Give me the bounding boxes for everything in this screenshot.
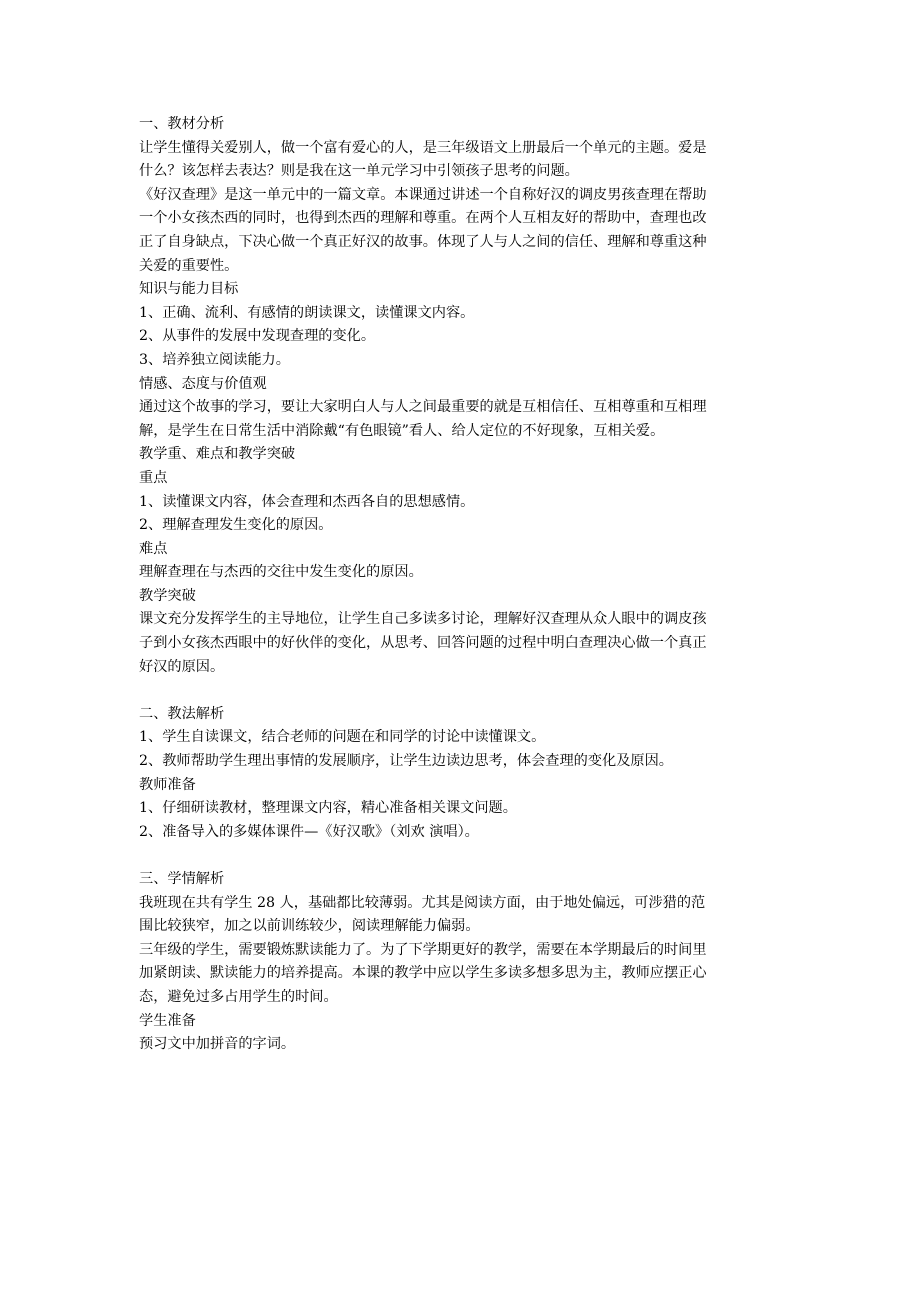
- paragraph-line: 我班现在共有学生 28 人，基础都比较薄弱。尤其是阅读方面，由于地处偏远，可涉猎的范: [139, 894, 706, 911]
- list-item: 1、正确、流利、有感情的朗读课文，读懂课文内容。: [139, 304, 475, 321]
- paragraph-line: 正了自身缺点，下决心做一个真正好汉的故事。体现了人与人之间的信任、理解和尊重这种: [139, 233, 707, 250]
- document-page: [139, 113, 784, 1057]
- paragraph-line: 围比较狭窄，加之以前训练较少，阅读理解能力偏弱。: [139, 918, 480, 935]
- section-textbook-analysis: [139, 113, 784, 679]
- paragraph-line: 通过这个故事的学习，要让大家明白人与人之间最重要的就是互相信任、互相尊重和互相理: [139, 399, 707, 416]
- paragraph: [139, 939, 784, 1010]
- subheading: 教学突破: [139, 587, 196, 604]
- list-item: 2、教师帮助学生理出事情的发展顺序，让学生边读边思考，体会查理的变化及原因。: [139, 753, 673, 770]
- subheading: 情感、态度与价值观: [139, 375, 267, 392]
- section-heading: 一、教材分析: [139, 116, 225, 132]
- paragraph: [139, 137, 784, 184]
- paragraph-line: 好汉的原因。: [139, 658, 225, 675]
- blank-line: [139, 844, 784, 868]
- paragraph: [139, 184, 784, 278]
- list-item: 2、准备导入的多媒体课件—《好汉歌》（刘欢 演唱）。: [139, 823, 479, 840]
- paragraph-line: 什么？该怎样去表达？则是我在这一单元学习中引领孩子思考的问题。: [139, 163, 579, 180]
- subheading: 重点: [139, 469, 168, 486]
- blank-line: [139, 679, 784, 703]
- subheading: 难点: [139, 540, 168, 557]
- subheading: 学生准备: [139, 1012, 196, 1029]
- paragraph-line: 理解查理在与杰西的交往中发生变化的原因。: [139, 564, 423, 581]
- section-heading: 三、学情解析: [139, 871, 225, 887]
- paragraph-line: 子到小女孩杰西眼中的好伙伴的变化，从思考、回答问题的过程中明白查理决心做一个真正: [139, 635, 707, 652]
- paragraph-line: 关爱的重要性。: [139, 257, 239, 274]
- list-item: 2、从事件的发展中发现查理的变化。: [139, 328, 376, 345]
- list-item: 1、学生自读课文，结合老师的问题在和同学的讨论中读懂课文。: [139, 729, 546, 746]
- subheading: 教学重、难点和教学突破: [139, 446, 296, 463]
- subheading: 教师准备: [139, 776, 196, 793]
- paragraph-line: 《好汉查理》是这一单元中的一篇文章。本课通过讲述一个自称好汉的调皮男孩查理在帮助: [139, 186, 707, 203]
- subheading: 知识与能力目标: [139, 281, 239, 298]
- paragraph-line: 让学生懂得关爱别人，做一个富有爱心的人，是三年级语文上册最后一个单元的主题。爱是: [139, 139, 707, 156]
- paragraph-line: 加紧朗读、默读能力的培养提高。本课的教学中应以学生多读多想多思为主，教师应摆正心: [139, 965, 707, 982]
- paragraph: [139, 892, 784, 939]
- paragraph-line: 解，是学生在日常生活中消除戴“有色眼镜”看人、给人定位的不好现象，互相关爱。: [139, 422, 665, 439]
- section-heading: 二、教法解析: [139, 705, 225, 722]
- section-teaching-method: [139, 703, 784, 845]
- paragraph-line: 态，避免过多占用学生的时间。: [139, 988, 338, 1005]
- paragraph-line: 课文充分发挥学生的主导地位，让学生自己多读多讨论，理解好汉查理从众人眼中的调皮孩: [139, 611, 707, 628]
- paragraph-line: 一个小女孩杰西的同时，也得到杰西的理解和尊重。在两个人互相友好的帮助中，查理也改: [139, 210, 707, 227]
- paragraph-line: 三年级的学生，需要锻炼默读能力了。为了下学期更好的教学，需要在本学期最后的时间里: [139, 941, 707, 958]
- paragraph-line: 预习文中加拼音的字词。: [139, 1036, 296, 1053]
- list-item: 1、仔细研读教材，整理课文内容，精心准备相关课文问题。: [139, 800, 517, 817]
- list-item: 3、培养独立阅读能力。: [139, 351, 290, 368]
- list-item: 2、理解查理发生变化的原因。: [139, 517, 333, 534]
- section-student-analysis: [139, 868, 784, 1057]
- list-item: 1、读懂课文内容，体会查理和杰西各自的思想感情。: [139, 493, 475, 510]
